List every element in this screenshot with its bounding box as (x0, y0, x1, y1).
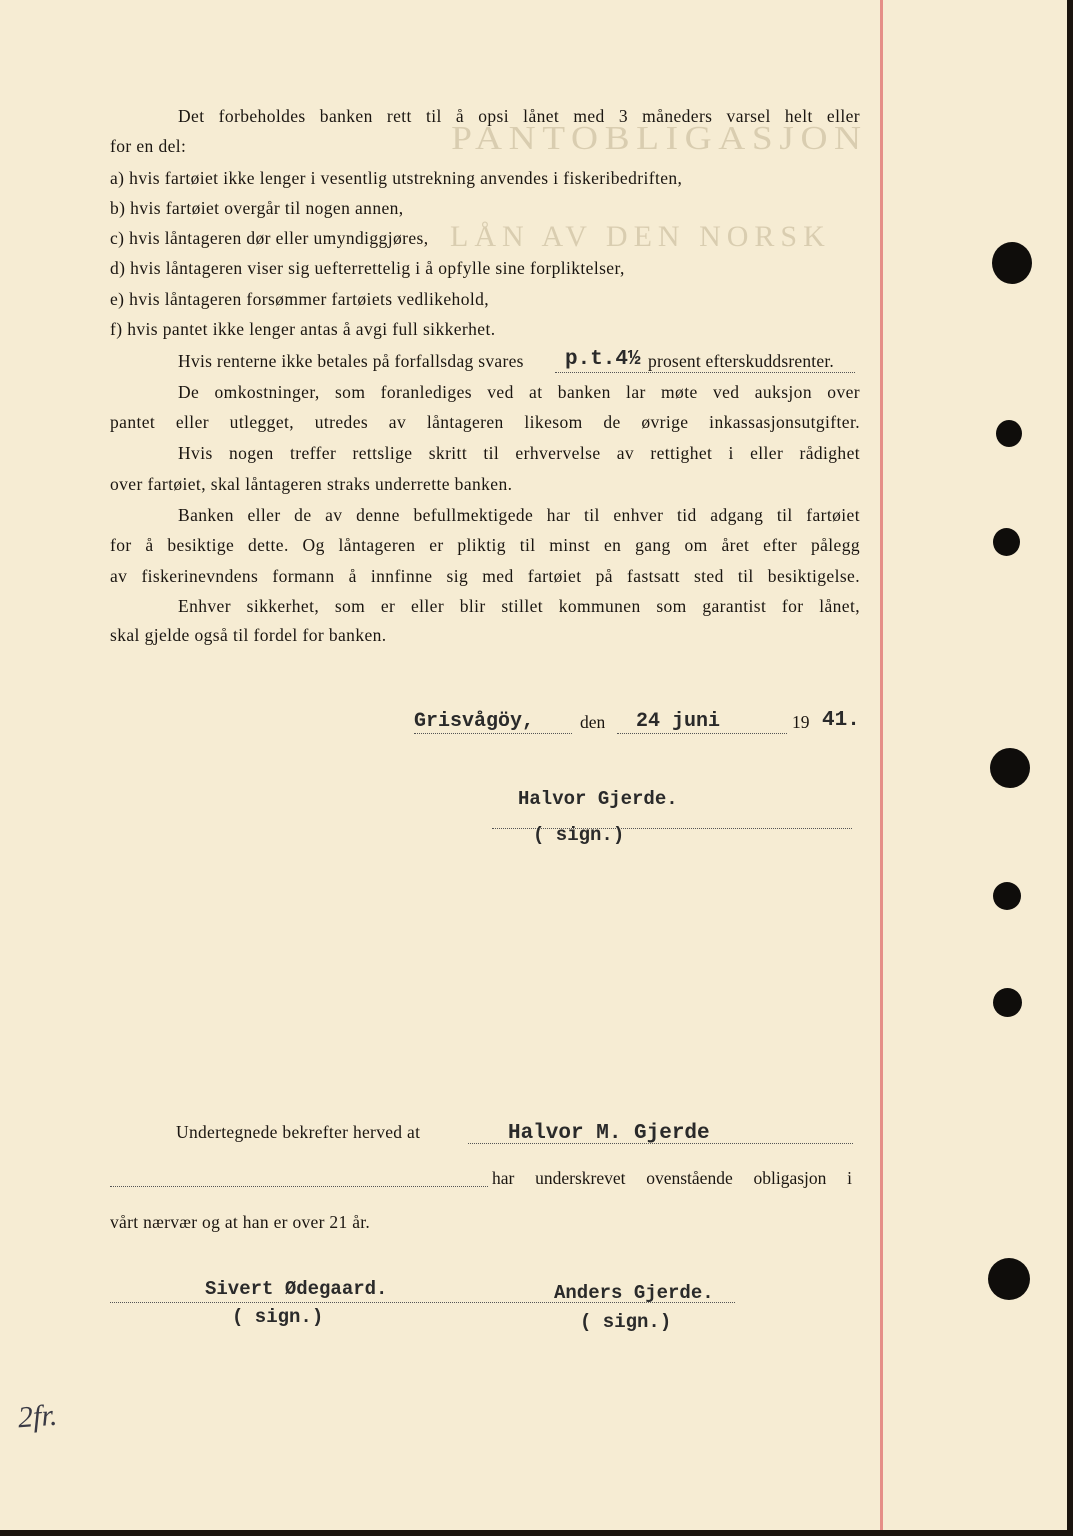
bleed-through-text: LÅN AV DEN NORSK (450, 220, 831, 253)
interest-lead: Hvis renterne ikke betales på forfallsdag svares (178, 351, 524, 371)
punch-hole (992, 242, 1032, 284)
text-line: skal gjelde også til fordel for banken. (110, 625, 387, 645)
place-of-signing: Grisvågöy, (414, 710, 535, 733)
scan-border (0, 1530, 1073, 1536)
witness-1-sign-note: ( sign.) (232, 1306, 324, 1328)
handwritten-margin-note: 2fr. (16, 1398, 59, 1435)
text-line: Hvis nogen treffer rettslige skritt til erhvervelse av rettighet i eller rådighet (178, 443, 860, 463)
punch-hole (996, 420, 1022, 447)
punch-hole (993, 988, 1022, 1017)
borrower-name: Halvor Gjerde. (518, 788, 678, 810)
signing-date: 24 juni (636, 710, 721, 733)
text-line: Enhver sikkerhet, som er eller blir stillet kommunen som garantist for lånet, (178, 596, 860, 616)
year-prefix: 19 (792, 712, 810, 732)
dotted-rule (110, 1186, 488, 1187)
list-item: c) hvis låntageren dør eller umyndiggjøres, (110, 228, 429, 248)
dotted-rule (617, 733, 787, 734)
text-line: Det forbeholdes banken rett til å opsi lånet med 3 måneders varsel helt eller (178, 106, 860, 126)
bleed-through-text: PANTOBLIGASJON (451, 120, 868, 157)
text-line: De omkostninger, som foranlediges ved at banken lar møte ved auksjon over (178, 382, 860, 402)
punch-hole (993, 882, 1021, 910)
witness-1-name: Sivert Ødegaard. (205, 1278, 388, 1300)
punch-hole (993, 528, 1020, 556)
list-item: b) hvis fartøiet overgår til nogen annen, (110, 198, 404, 218)
confirmation-line-2: har underskrevet ovenstående obligasjon i (492, 1168, 852, 1188)
punch-hole (988, 1258, 1030, 1300)
list-item: d) hvis låntageren viser sig uefterrettelig i å opfylle sine forpliktelser, (110, 258, 625, 278)
dotted-rule (468, 1143, 853, 1144)
borrower-sign-note: ( sign.) (533, 824, 625, 846)
text-line: av fiskerinevndens formann å innfinne sig med fartøiet på fastsatt sted til besiktigelse. (110, 566, 860, 586)
text-line: for en del: (110, 136, 187, 156)
list-item: e) hvis låntageren forsømmer fartøiets vedlikehold, (110, 289, 490, 309)
text-line: over fartøiet, skal låntageren straks underrette banken. (110, 474, 513, 494)
confirmation-line-3: vårt nærvær og at han er over 21 år. (110, 1212, 371, 1232)
dotted-rule (414, 733, 572, 734)
witness-2-name: Anders Gjerde. (554, 1282, 714, 1304)
text-line: pantet eller utlegget, utredes av låntageren likesom de øvrige inkassasjonsutgifter. (110, 412, 860, 432)
text-line: for å besiktige dette. Og låntageren er pliktig til minst en gang om året efter pålegg (110, 535, 860, 555)
signature-line (492, 828, 852, 829)
list-item: a) hvis fartøiet ikke lenger i vesentlig utstrekning anvendes i fiskeribedriften, (110, 168, 683, 188)
list-item: f) hvis pantet ikke lenger antas å avgi full sikkerhet. (110, 319, 496, 339)
dotted-rule (555, 372, 855, 373)
den-label: den (580, 712, 606, 732)
text-line: Banken eller de av denne befullmektigede har til enhver tid adgang til fartøiet (178, 505, 860, 525)
witness-2-sign-note: ( sign.) (580, 1311, 672, 1333)
margin-line (880, 0, 883, 1530)
scan-border (1067, 0, 1073, 1536)
year-suffix: 41. (822, 709, 860, 732)
interest-tail: prosent efterskuddsrenter. (648, 351, 834, 371)
punch-hole (990, 748, 1030, 788)
confirmed-borrower-name: Halvor M. Gjerde (508, 1122, 710, 1145)
interest-rate: p.t.4½ (565, 348, 641, 371)
confirmation-lead: Undertegnede bekrefter herved at (176, 1122, 421, 1142)
